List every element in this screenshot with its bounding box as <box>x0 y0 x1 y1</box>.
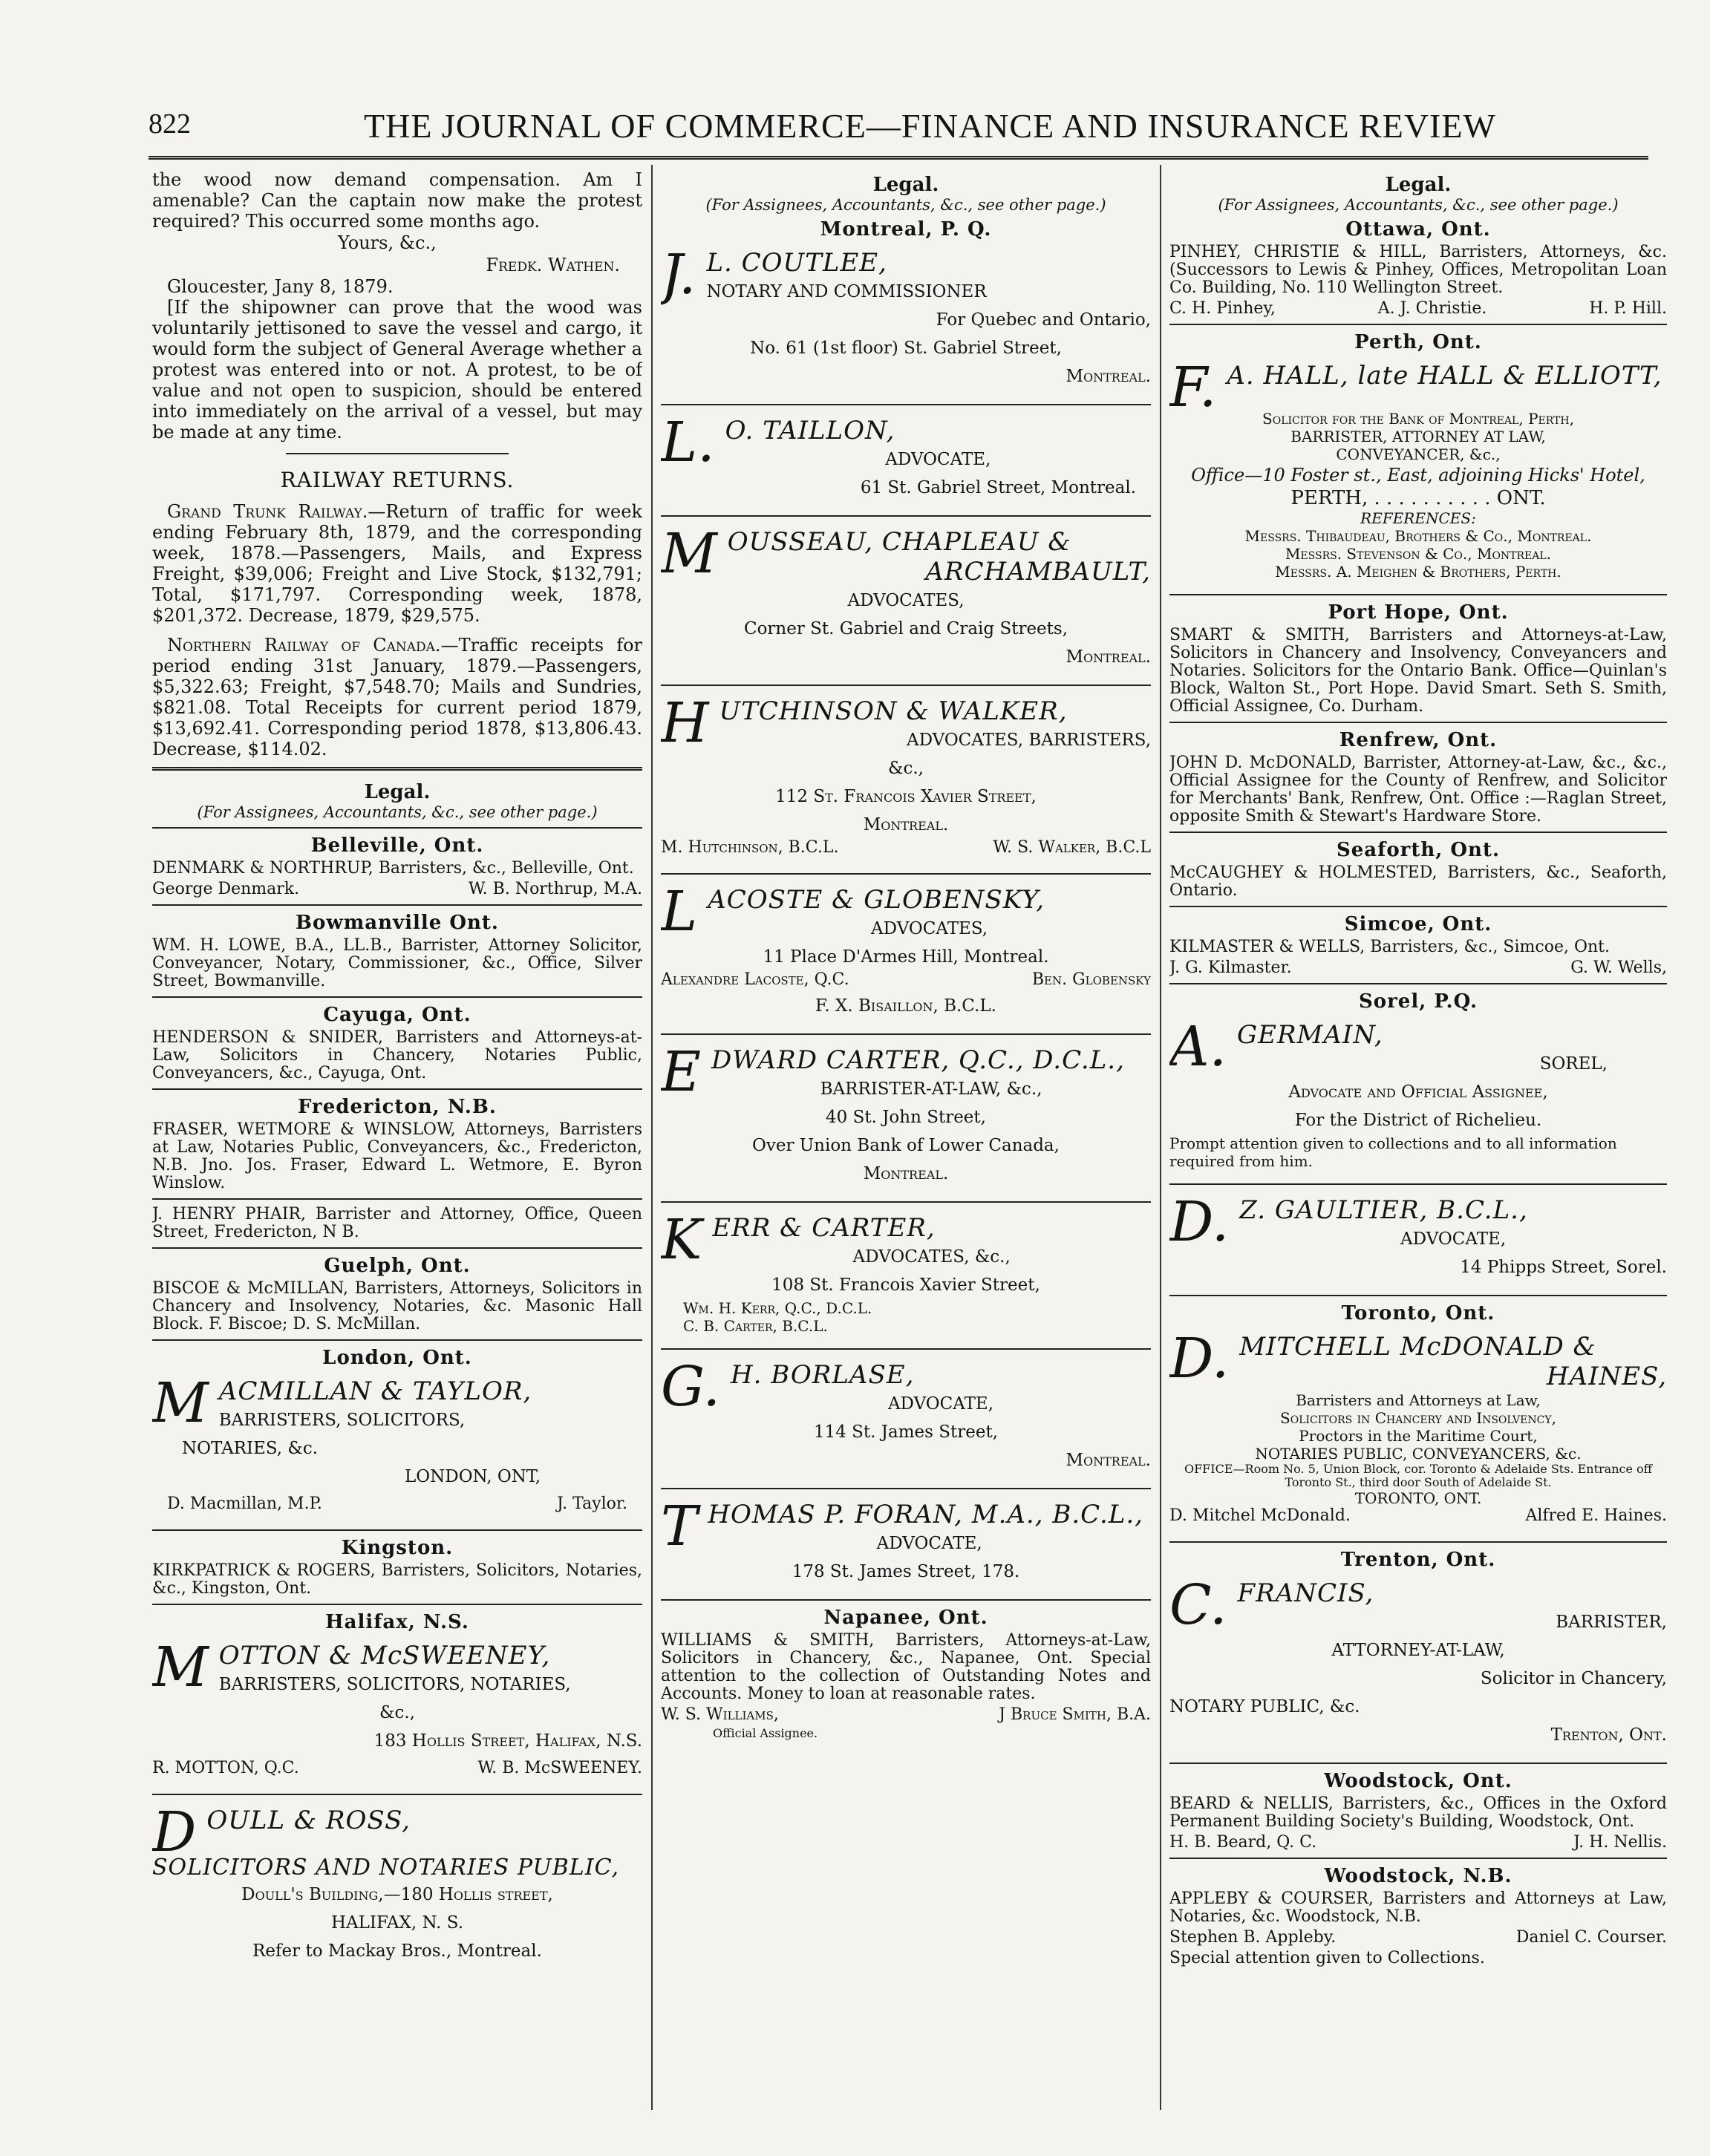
sig-3: H. P. Hill. <box>1589 299 1667 318</box>
legal-heading: Legal. <box>872 174 939 196</box>
firm-line: PERTH, . . . . . . . . . . ONT. <box>1290 487 1546 509</box>
letter-place-date: Gloucester, Jany 8, 1879. <box>167 276 394 297</box>
divider <box>152 1794 642 1795</box>
divider <box>152 904 642 906</box>
railway-returns-title: RAILWAY RETURNS. <box>280 468 515 492</box>
place-montreal: Montreal, P. Q. <box>820 218 992 241</box>
ad-kerr-carter <box>661 1209 1151 1342</box>
firm-name: H. BORLASE, <box>731 1360 915 1390</box>
divider <box>1169 722 1667 723</box>
sig-right: Daniel C. Courser. <box>1515 1928 1667 1947</box>
firm-line: C. B. Carter, B.C.L. <box>683 1317 828 1335</box>
ad-signatures <box>1169 959 1667 977</box>
firm-line: NOTARY AND COMMISSIONER <box>706 282 987 301</box>
firm-line: ADVOCATE, <box>887 1394 994 1414</box>
firm-line: TORONTO, ONT. <box>1354 1489 1482 1507</box>
sig-left: Alexandre Lacoste, Q.C. <box>661 970 849 989</box>
drop-initial: M <box>152 1371 209 1435</box>
divider <box>152 1339 642 1341</box>
firm-line: For Quebec and Ontario, <box>936 310 1151 330</box>
legal-subheading: (For Assignees, Accountants, &c., see other page.) <box>705 196 1106 214</box>
drop-initial: A. <box>1169 1015 1227 1079</box>
firm-line: Over Union Bank of Lower Canada, <box>752 1136 1060 1155</box>
divider <box>661 1201 1151 1203</box>
reference: Messrs. Thibaudeau, Brothers & Co., Montreal. <box>1244 527 1592 545</box>
drop-initial: H <box>661 691 709 755</box>
ad-williams-smith: WILLIAMS & SMITH, Barristers, Attorneys-at-Law, Solicitors in Chancery, &c., Napanee, Ont. Special attention to the collection of Outstanding Notes and Accounts. Money to loan at reasonable rates. <box>661 1631 1151 1703</box>
firm-line: Prompt attention given to collections and to all information required from him. <box>1169 1134 1617 1170</box>
divider <box>661 1488 1151 1489</box>
ad-signatures <box>661 971 1151 989</box>
drop-initial: K <box>661 1208 702 1272</box>
ad-signatures <box>1169 1834 1667 1852</box>
sig-right: J. H. Nellis. <box>1573 1833 1667 1852</box>
divider <box>152 1088 642 1090</box>
firm-line: ADVOCATES, &c., <box>852 1247 1011 1267</box>
divider <box>152 1604 642 1605</box>
sig-left: M. Hutchinson, B.C.L. <box>661 838 839 857</box>
firm-name: FRANCIS, <box>1237 1578 1374 1608</box>
firm-line: Trenton, Ont. <box>1550 1725 1667 1745</box>
drop-initial: M <box>661 522 717 586</box>
firm-line: Montreal. <box>1066 647 1151 667</box>
drop-initial: L <box>661 880 698 944</box>
divider <box>1169 832 1667 833</box>
place-sorel: Sorel, P.Q. <box>1358 990 1478 1013</box>
ad-signatures <box>1169 1507 1667 1525</box>
sig-left: D. Mitchel McDonald. <box>1169 1506 1351 1525</box>
place-kingston: Kingston. <box>341 1537 454 1559</box>
place-belleville: Belleville, Ont. <box>310 834 484 857</box>
ad-pinhey-christie-hill: PINHEY, CHRISTIE & HILL, Barristers, Attorneys, &c. (Successors to Lewis & Pinhey, Offices, Metropolitan Loan Co. Building, No. 110 Wellington Street. <box>1169 243 1667 297</box>
firm-name-2: HAINES, <box>1546 1362 1667 1391</box>
references-title: REFERENCES: <box>1360 509 1476 527</box>
page-number: 822 <box>149 108 191 140</box>
firm-line: No. 61 (1st floor) St. Gabriel Street, <box>750 339 1062 358</box>
northern-return <box>152 635 642 760</box>
firm-line: 14 Phipps Street, Sorel. <box>1460 1258 1667 1277</box>
ad-biscoe-mcmillan: BISCOE & McMILLAN, Barristers, Attorneys, Solicitors in Chancery and Insolvency, Notaries, &c. Masonic Hall Block. F. Biscoe; D. S. McMillan. <box>152 1279 642 1333</box>
place-seaforth: Seaforth, Ont. <box>1336 839 1501 861</box>
reference: Messrs. Stevenson & Co., Montreal. <box>1285 545 1552 563</box>
firm-line: Proctors in the Maritime Court, <box>1299 1427 1538 1445</box>
letter-signature: Fredk. Wathen. <box>486 255 620 275</box>
firm-line: BARRISTER-AT-LAW, &c., <box>820 1079 1042 1099</box>
divider <box>286 453 509 454</box>
firm-line: Corner St. Gabriel and Craig Streets, <box>743 619 1068 638</box>
divider <box>1169 1183 1667 1185</box>
double-rule <box>152 767 642 771</box>
ad-beard-nellis: BEARD & NELLIS, Barristers, &c., Offices in the Oxford Permanent Building Society's Building, Woodstock, Ont. <box>1169 1794 1667 1831</box>
firm-name: HOMAS P. FORAN, M.A., B.C.L., <box>708 1500 1143 1529</box>
firm-line: F. X. Bisaillon, B.C.L. <box>815 996 996 1016</box>
divider <box>152 1247 642 1249</box>
firm-name: GERMAIN, <box>1236 1020 1383 1050</box>
firm-line: 40 St. John Street, <box>826 1108 986 1127</box>
ad-phair: J. HENRY PHAIR, Barrister and Attorney, Office, Queen Street, Fredericton, N B. <box>152 1205 642 1241</box>
ad-doull-ross <box>152 1801 642 1973</box>
firm-line: Montreal. <box>1066 1451 1151 1470</box>
legal-heading: Legal. <box>1385 174 1452 196</box>
place-ottawa: Ottawa, Ont. <box>1345 218 1491 241</box>
firm-line: For the District of Richelieu. <box>1294 1111 1542 1130</box>
firm-line: Refer to Mackay Bros., Montreal. <box>252 1941 542 1961</box>
firm-line: ADVOCATE, <box>876 1534 982 1553</box>
firm-line: ADVOCATES, <box>871 919 988 938</box>
ad-fraser-wetmore: FRASER, WETMORE & WINSLOW, Attorneys, Barristers at Law, Notaries Public, Conveyancers, &c., Fredericton, N.B. Jno. Jos. Fraser, Edward L. Wetmore, E. Byron Winslow. <box>152 1120 642 1192</box>
place-cayuga: Cayuga, Ont. <box>323 1004 471 1026</box>
firm-line: BARRISTERS, SOLICITORS, <box>218 1411 466 1430</box>
firm-line: Office—10 Foster st., East, adjoining Hicks' Hotel, <box>1191 465 1645 486</box>
firm-line: BARRISTERS, SOLICITORS, NOTARIES, <box>218 1675 571 1694</box>
divider <box>152 827 642 829</box>
ad-germain <box>1169 1016 1667 1177</box>
drop-initial: M <box>152 1636 209 1699</box>
divider <box>1169 983 1667 984</box>
ad-signatures <box>152 1491 642 1513</box>
divider <box>661 1033 1151 1035</box>
firm-line: 178 St. James Street, 178. <box>792 1562 1020 1581</box>
ad-lowe: WM. H. LOWE, B.A., LL.B., Barrister, Attorney Solicitor, Conveyancer, Notary, Commissioner, &c., Office, Silver Street, Bowmanville. <box>152 936 642 990</box>
divider <box>1169 1295 1667 1296</box>
ad-signatures <box>152 881 642 898</box>
drop-initial: F. <box>1169 356 1217 419</box>
ad-foran <box>661 1495 1151 1593</box>
firm-line: Solicitor in Chancery, <box>1480 1669 1667 1688</box>
legal-subheading: (For Assignees, Accountants, &c., see other page.) <box>197 803 598 821</box>
firm-line: Montreal. <box>1066 367 1151 386</box>
firm-line: &c., <box>379 1703 415 1722</box>
firm-line: ADVOCATE, <box>1400 1229 1507 1249</box>
firm-name: ACMILLAN & TAYLOR, <box>218 1376 532 1406</box>
ad-signatures <box>1169 1929 1667 1947</box>
column-3 <box>1169 169 1667 2129</box>
place-toronto: Toronto, Ont. <box>1341 1302 1495 1324</box>
drop-initial: C. <box>1169 1573 1227 1637</box>
sig-left: D. Macmillan, M.P. <box>167 1494 322 1513</box>
divider <box>152 1198 642 1200</box>
firm-name: OUSSEAU, CHAPLEAU & <box>727 527 1071 557</box>
firm-name: OTTON & McSWEENEY, <box>218 1641 551 1670</box>
place-halifax: Halifax, N.S. <box>325 1611 469 1633</box>
ad-henderson-snider: HENDERSON & SNIDER, Barristers and Attorneys-at-Law, Solicitors in Chancery, Notaries Public, Conveyancers, &c., Cayuga, Ont. <box>152 1028 642 1082</box>
firm-line: Barristers and Attorneys at Law, <box>1296 1391 1541 1409</box>
sig-left: J. G. Kilmaster. <box>1169 958 1292 977</box>
sig-1: C. H. Pinhey, <box>1169 299 1276 318</box>
firm-line: 61 St. Gabriel Street, Montreal. <box>860 478 1136 497</box>
firm-line: ADVOCATES, <box>847 591 965 610</box>
divider <box>661 685 1151 686</box>
firm-name: MITCHELL McDONALD & <box>1239 1332 1596 1362</box>
ad-lacoste-globensky <box>661 881 1151 1028</box>
sig-right: W. S. Walker, B.C.L <box>993 838 1151 857</box>
editor-note: [If the shipowner can prove that the wood was voluntarily jettisoned to save the vessel and cargo, it would form the subject of General Average whether a protest was entered into or not. A protest, to be of value and not open to suspicion, should be entered into immediately on the arrival of a vessel, but may be made at any time. <box>152 297 642 442</box>
firm-line: BARRISTER, ATTORNEY AT LAW, <box>1290 428 1546 445</box>
divider <box>1169 906 1667 907</box>
firm-line: NOTARY PUBLIC, &c. <box>1169 1697 1360 1716</box>
place-trenton: Trenton, Ont. <box>1340 1549 1496 1571</box>
firm-line: SOREL, <box>1539 1054 1608 1074</box>
ad-borlase <box>661 1356 1151 1482</box>
firm-line: 112 St. Francois Xavier Street, <box>775 787 1037 806</box>
place-simcoe: Simcoe, Ont. <box>1344 913 1492 935</box>
divider <box>1169 324 1667 325</box>
column-1 <box>152 169 642 2129</box>
ad-signatures <box>152 1755 642 1777</box>
firm-line: Wm. H. Kerr, Q.C., D.C.L. <box>683 1299 872 1317</box>
letter-text: the wood now demand compensation. Am I amenable? Can the captain now make the protest required? This occurred some months ago. <box>152 169 642 232</box>
column-divider <box>651 165 653 2110</box>
ad-kirkpatrick-rogers: KIRKPATRICK & ROGERS, Barristers, Solicitors, Notaries, &c., Kingston, Ont. <box>152 1561 642 1598</box>
place-guelph: Guelph, Ont. <box>324 1255 471 1277</box>
sig-right: W. B. McSWEENEY. <box>477 1759 642 1777</box>
firm-name: UTCHINSON & WALKER, <box>719 696 1068 726</box>
firm-name: ACOSTE & GLOBENSKY, <box>708 885 1045 915</box>
firm-name: ERR & CARTER, <box>712 1213 936 1243</box>
ad-gaultier <box>1169 1191 1667 1289</box>
ad-signatures <box>661 1706 1151 1724</box>
ad-appleby-courser: APPLEBY & COURSER, Barristers and Attorneys at Law, Notaries, &c. Woodstock, N.B. <box>1169 1889 1667 1926</box>
firm-line: SOLICITORS AND NOTARIES PUBLIC, <box>152 1855 619 1881</box>
sig-left: George Denmark. <box>152 880 300 898</box>
ad-mitchell-mcdonald-haines <box>1169 1327 1667 1535</box>
ad-denmark-northrup: DENMARK & NORTHRUP, Barristers, &c., Belleville, Ont. <box>152 859 634 878</box>
ad-signatures <box>661 839 1151 857</box>
ad-mousseau <box>661 523 1151 679</box>
place-woodstock-nb: Woodstock, N.B. <box>1324 1865 1512 1887</box>
divider <box>1169 594 1667 595</box>
northern-lead: Northern Railway of Canada. <box>167 635 441 656</box>
ad-mccaughey-holmested: McCAUGHEY & HOLMESTED, Barristers, &c., Seaforth, Ontario. <box>1169 863 1667 900</box>
firm-name: L. COUTLEE, <box>706 248 887 278</box>
sig-right: J. Taylor. <box>557 1494 627 1513</box>
grand-trunk-text: —Return of traffic for week ending February 8th, 1879, and the corresponding week, 1878.—Passengers, Mails, and Express Freight, $39,006; Freight and Live Stock, $132,791; Total, $171,797. Corresponding week, 1878, $201,372. Decrease, 1879, $29,575. <box>152 501 642 626</box>
drop-initial: T <box>661 1494 698 1558</box>
grand-trunk-return <box>152 501 642 626</box>
firm-line: Solicitor for the Bank of Montreal, Perth, <box>1262 410 1574 428</box>
divider <box>661 1599 1151 1601</box>
divider <box>152 1529 642 1531</box>
firm-line: NOTARIES PUBLIC, CONVEYANCERS, &c. <box>1255 1445 1582 1463</box>
firm-line: &c., <box>888 759 924 778</box>
ad-motton-mcsweeney <box>152 1636 642 1788</box>
letter-closing: Yours, &c., <box>338 232 437 253</box>
sig-2: A. J. Christie. <box>1377 299 1487 318</box>
firm-name: DWARD CARTER, Q.C., D.C.L., <box>711 1045 1125 1075</box>
place-fredericton: Fredericton, N.B. <box>298 1096 497 1118</box>
divider <box>661 515 1151 517</box>
grand-trunk-lead: Grand Trunk Railway. <box>167 501 368 522</box>
northern-text: —Traffic receipts for period ending 31st January, 1879.—Passengers, $5,322.63; Freight, $7,548.70; Mails and Sundries, $821.08. Total Receipts for current period 1879, $13,692.41. Corresponding period 1878, $13,806.43. Decrease, $114.02. <box>152 635 642 760</box>
sig-right: G. W. Wells, <box>1570 958 1667 977</box>
divider <box>661 1348 1151 1350</box>
place-napanee: Napanee, Ont. <box>823 1607 988 1629</box>
legal-heading: Legal. <box>364 781 431 803</box>
firm-line: ADVOCATE, <box>885 450 991 469</box>
ad-signatures <box>1169 300 1667 318</box>
ad-francis <box>1169 1574 1667 1757</box>
firm-line: 114 St. James Street, <box>813 1422 999 1442</box>
firm-name-2: ARCHAMBAULT, <box>925 557 1151 587</box>
drop-initial: D. <box>1169 1327 1230 1391</box>
place-bowmanville: Bowmanville Ont. <box>296 912 499 934</box>
drop-initial: L. <box>661 411 715 474</box>
ad-coutlee <box>661 244 1151 398</box>
firm-line: LONDON, ONT, <box>405 1467 541 1486</box>
sig-left: H. B. Beard, Q. C. <box>1169 1833 1317 1852</box>
firm-line: ATTORNEY-AT-LAW, <box>1331 1641 1505 1660</box>
sig-left: Stephen B. Appleby. <box>1169 1928 1337 1947</box>
firm-line: HALIFAX, N. S. <box>330 1913 464 1933</box>
firm-name: O. TAILLON, <box>725 416 895 445</box>
firm-line: 183 Hollis Street, Halifax, N.S. <box>373 1731 642 1751</box>
header-rule <box>149 156 1648 160</box>
legal-subheading: (For Assignees, Accountants, &c., see other page.) <box>1218 196 1619 214</box>
ad-john-mcdonald: JOHN D. McDONALD, Barrister, Attorney-at-Law, &c., &c., Official Assignee for the County of Renfrew, and Solicitor for Merchants' Bank, Renfrew, Ont. Office :—Raglan Street, opposite Smith & Stewart's Hardware Store. <box>1169 754 1667 826</box>
place-woodstock-ont: Woodstock, Ont. <box>1324 1770 1512 1792</box>
place-london: London, Ont. <box>322 1347 472 1369</box>
firm-line: ADVOCATES, BARRISTERS, <box>906 731 1151 750</box>
place-port-hope: Port Hope, Ont. <box>1328 601 1509 624</box>
divider <box>1169 1541 1667 1543</box>
ad-macmillan-taylor <box>152 1372 642 1523</box>
ad-note: Special attention given to Collections. <box>1169 1949 1485 1967</box>
drop-initial: D <box>152 1800 197 1864</box>
column-divider <box>1160 165 1161 2110</box>
page-header <box>149 100 1626 152</box>
ad-smart-smith: SMART & SMITH, Barristers and Attorneys-at-Law, Solicitors in Chancery and Insolvency, Conveyancers and Notaries. Solicitors for the Ontario Bank. Office—Quinlan's Block, Walton St., Port Hope. David Smart. Seth S. Smith, Official Assignee, Co. Durham. <box>1169 626 1667 716</box>
firm-line: BARRISTER, <box>1556 1613 1667 1632</box>
sig-right: Alfred E. Haines. <box>1525 1506 1667 1525</box>
firm-line: 11 Place D'Armes Hill, Montreal. <box>763 947 1049 967</box>
sig-right: Ben. Globensky <box>1031 970 1151 989</box>
place-perth: Perth, Ont. <box>1354 331 1482 353</box>
ad-edward-carter <box>661 1041 1151 1195</box>
official-assignee-note: Official Assignee. <box>713 1726 818 1740</box>
firm-line: Advocate and Official Assignee, <box>1288 1082 1548 1102</box>
drop-initial: G. <box>661 1355 720 1419</box>
ad-hutchinson-walker <box>661 692 1151 867</box>
divider <box>1169 1858 1667 1859</box>
sig-left: W. S. Williams, <box>661 1705 779 1724</box>
ad-taillon <box>661 411 1151 509</box>
sig-right: J Bruce Smith, B.A. <box>999 1705 1151 1724</box>
drop-initial: D. <box>1169 1190 1230 1254</box>
divider <box>661 873 1151 875</box>
firm-line: 108 St. Francois Xavier Street, <box>771 1275 1040 1295</box>
firm-line: CONVEYANCER, &c., <box>1336 445 1501 463</box>
divider <box>152 996 642 998</box>
column-2 <box>661 169 1151 2129</box>
journal-title: THE JOURNAL OF COMMERCE—FINANCE AND INSURANCE REVIEW <box>364 107 1496 145</box>
firm-line: Doull's Building,—180 Hollis street, <box>241 1885 553 1904</box>
drop-initial: J. <box>661 243 696 307</box>
divider <box>661 404 1151 405</box>
place-renfrew: Renfrew, Ont. <box>1339 729 1498 751</box>
firm-line: Montreal. <box>863 815 949 834</box>
firm-line: NOTARIES, &c. <box>182 1439 319 1458</box>
firm-name: OULL & ROSS, <box>206 1806 411 1835</box>
reference: Messrs. A. Meighen & Brothers, Perth. <box>1275 563 1561 581</box>
sig-left: R. MOTTON, Q.C. <box>152 1759 299 1777</box>
sig-right: W. B. Northrup, M.A. <box>468 880 642 898</box>
drop-initial: E <box>661 1040 702 1104</box>
divider <box>1169 1763 1667 1764</box>
firm-line: OFFICE—Room No. 5, Union Block, cor. Toronto & Adelaide Sts. Entrance off Toronto St., third door South of Adelaide St. <box>1184 1462 1653 1489</box>
ad-kilmaster-wells: KILMASTER & WELLS, Barristers, &c., Simcoe, Ont. <box>1169 938 1611 956</box>
firm-name: Z. GAULTIER, B.C.L., <box>1239 1195 1528 1225</box>
firm-name: A. HALL, late HALL & ELLIOTT, <box>1227 361 1662 391</box>
ad-hall <box>1169 356 1667 588</box>
firm-line: Montreal. <box>863 1164 949 1183</box>
firm-line: Solicitors in Chancery and Insolvency, <box>1280 1409 1556 1427</box>
